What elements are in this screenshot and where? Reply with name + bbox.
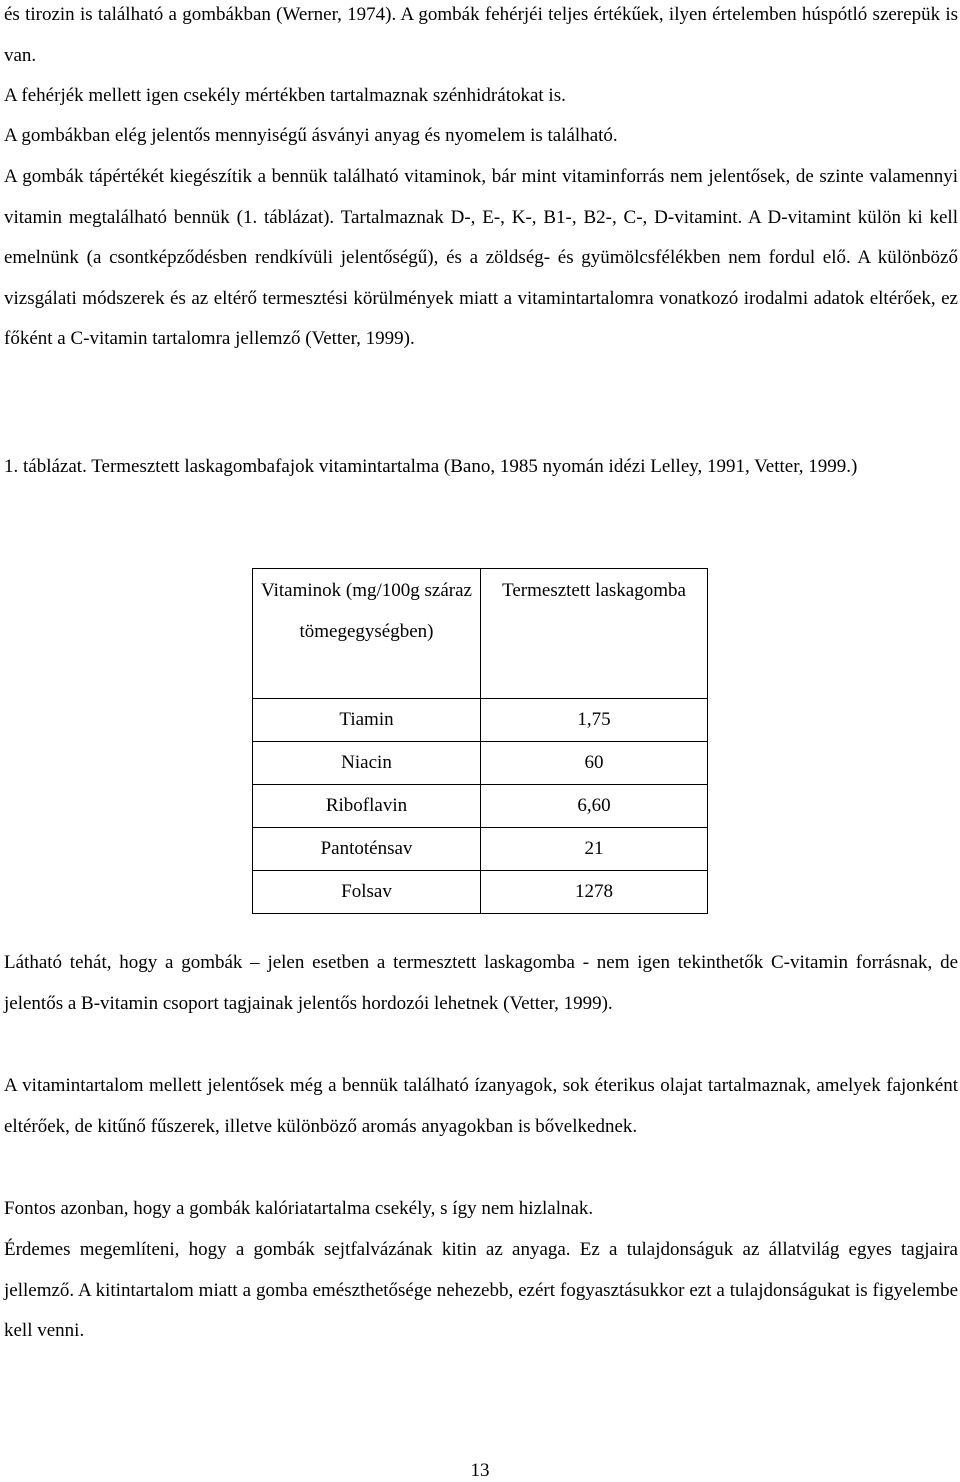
table-cell-vitamin: Riboflavin bbox=[253, 785, 481, 828]
table-cell-value: 60 bbox=[481, 742, 708, 785]
table-header-row bbox=[253, 569, 708, 699]
paragraph-chitin: Érdemes megemlíteni, hogy a gombák sejtfalvázának kitin az anyaga. Ez a tulajdonságuk az állatvilág egyes tagjaira jellemző. A kitintartalom miatt a gomba emészthetősége nehezebb, ezért fogyasztásukkor ezt a tulajdonságukat is figyelembe kell venni. bbox=[4, 1239, 958, 1341]
table-cell-value: 6,60 bbox=[481, 785, 708, 828]
paragraph-carbohydrates: A fehérjék mellett igen csekély mértékben tartalmaznak szénhidrátokat is. bbox=[4, 85, 566, 106]
table-cell-vitamin: Pantoténsav bbox=[253, 828, 481, 871]
paragraph-flavour: A vitamintartalom mellett jelentősek még a bennük található ízanyagok, sok éterikus olajat tartalmaznak, amelyek fajonként eltérőek, de kitűnő fűszerek, illetve különböző aromás anyagokban is bővelkednek. bbox=[4, 1075, 958, 1137]
paragraph-minerals: A gombákban elég jelentős mennyiségű ásványi anyag és nyomelem is található. bbox=[4, 125, 618, 146]
table-row bbox=[253, 785, 708, 828]
paragraph-calories: Fontos azonban, hogy a gombák kalóriatartalma csekély, s így nem hizlalnak. bbox=[4, 1198, 594, 1219]
table-row bbox=[253, 742, 708, 785]
table-cell-value: 21 bbox=[481, 828, 708, 871]
table-caption: 1. táblázat. Termesztett laskagombafajok vitamintartalma (Bano, 1985 nyomán idézi Lelley, 1991, Vetter, 1999.) bbox=[4, 456, 858, 477]
paragraph-vitamins: A gombák tápértékét kiegészítik a bennük található vitaminok, bár mint vitaminforrás nem jelentősek, de szinte valamennyi vitamin megtalálható bennük (1. táblázat). Tartalmaznak D-, E-, K-, B1-, B2-, C-, D-vitamint. A D-vitamint külön ki kell emelnünk (a csontképződésben rendkívüli jelentőségű), és a zöldség- és gyümölcsfélékben nem fordul elő. A különböző vizsgálati módszerek és az eltérő termesztési körülmények miatt a vitamintartalomra vonatkozó irodalmi adatok eltérőek, ez főként a C-vitamin tartalomra jellemző (Vetter, 1999). bbox=[4, 166, 958, 349]
table-cell-vitamin: Niacin bbox=[253, 742, 481, 785]
table-cell-vitamin: Tiamin bbox=[253, 699, 481, 742]
table-cell-value: 1,75 bbox=[481, 699, 708, 742]
vitamin-table bbox=[252, 568, 708, 914]
table-header-oyster-mushroom: Termesztett laskagomba bbox=[481, 569, 708, 699]
table-row bbox=[253, 828, 708, 871]
table-row bbox=[253, 871, 708, 914]
table-header-vitamins: Vitaminok (mg/100g száraz tömegegységben) bbox=[253, 569, 481, 699]
paragraph-protein-value: és tirozin is található a gombákban (Werner, 1974). A gombák fehérjéi teljes értékűek, ilyen értelemben húspótló szerepük is van. bbox=[4, 4, 958, 66]
table-row bbox=[253, 699, 708, 742]
table-cell-vitamin: Folsav bbox=[253, 871, 481, 914]
table-cell-value: 1278 bbox=[481, 871, 708, 914]
page-number: 13 bbox=[470, 1460, 490, 1481]
paragraph-conclusion: Látható tehát, hogy a gombák – jelen esetben a termesztett laskagomba - nem igen tekinthetők C-vitamin forrásnak, de jelentős a B-vitamin csoport tagjainak jelentős hordozói lehetnek (Vetter, 1999). bbox=[4, 952, 958, 1014]
